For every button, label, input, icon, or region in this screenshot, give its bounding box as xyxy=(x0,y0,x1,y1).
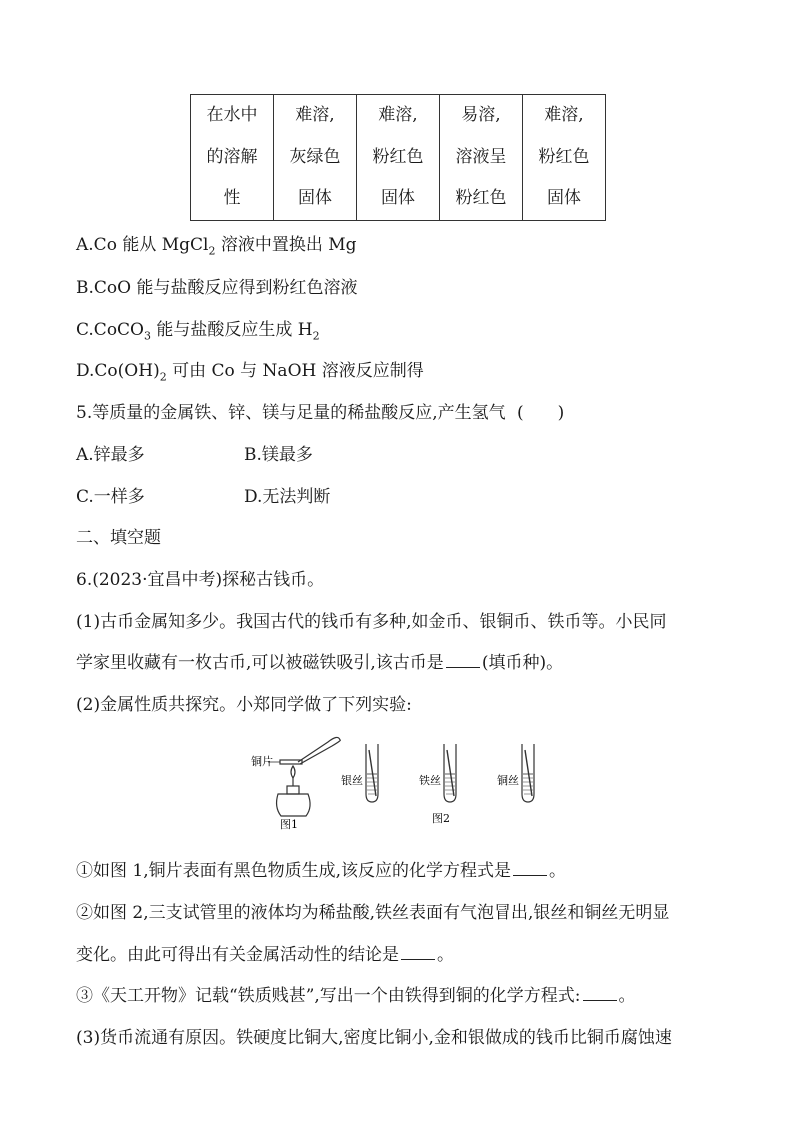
label-copper-wire: 铜丝 xyxy=(497,774,519,787)
q4-a-text-tail: 溶液中置换出 Mg xyxy=(215,235,357,255)
figure-1 xyxy=(268,737,340,816)
cell-line: 粉红色 xyxy=(538,146,590,167)
q5-c-text: C.一样多 xyxy=(76,487,145,507)
table-cell xyxy=(440,95,523,221)
q6-s3-tail: 。 xyxy=(618,986,636,1006)
q5-stem xyxy=(76,398,564,423)
q4-option-a xyxy=(76,230,357,257)
alcohol-lamp-icon xyxy=(277,794,311,816)
q6-s2-text: ②如图 2,三支试管里的液体均为稀盐酸,铁丝表面有气泡冒出,银丝和铜丝无明显 xyxy=(76,903,670,923)
q6-part1-line2 xyxy=(76,648,563,673)
cell-line: 难溶, xyxy=(295,105,335,125)
table-cell xyxy=(274,95,357,221)
subscript: 2 xyxy=(312,329,320,343)
cell-line: 在水中 xyxy=(206,105,258,125)
q6-step2-line1 xyxy=(76,898,669,923)
cell-line: 固体 xyxy=(547,188,581,208)
q6-s2-text: 变化。由此可得出有关金属活动性的结论是 xyxy=(76,945,399,965)
q4-d-text-tail: 可由 Co 与 NaOH 溶液反应制得 xyxy=(166,361,424,381)
q5-option-d xyxy=(244,482,330,507)
cell-line: 易溶, xyxy=(461,105,501,125)
q6-s1-text: ①如图 1,铜片表面有黑色物质生成,该反应的化学方程式是 xyxy=(76,861,512,881)
cell-line: 的溶解 xyxy=(206,146,258,167)
q5-stem-text: 5.等质量的金属铁、锌、镁与足量的稀盐酸反应,产生氢气 xyxy=(76,403,506,423)
label-fig2: 图2 xyxy=(432,812,450,825)
q6-step1 xyxy=(76,856,566,881)
q4-option-d xyxy=(76,356,424,383)
q6-s2-tail: 。 xyxy=(437,945,454,965)
q6-s3-text: ③《天工开物》记载“铁质贱甚”,写出一个由铁得到铜的化学方程式: xyxy=(76,986,581,1006)
q6-step3 xyxy=(76,981,636,1006)
answer-blank[interactable] xyxy=(513,861,547,876)
q6-p1-text-tail: (填币种)。 xyxy=(481,653,564,673)
lamp-neck xyxy=(287,786,299,794)
subscript: 3 xyxy=(144,329,151,343)
q6-stem-text: 6.(2023·宜昌中考)探秘古钱币。 xyxy=(76,570,325,590)
test-tube-iron xyxy=(444,744,456,802)
q5-option-b xyxy=(244,440,313,465)
q4-option-c xyxy=(76,315,320,342)
cell-line: 性 xyxy=(223,188,241,208)
cell-line: 固体 xyxy=(381,188,415,208)
tongs-icon xyxy=(298,737,340,764)
cell-line: 溶液呈 xyxy=(455,146,507,167)
label-copper-sheet: 铜片 xyxy=(251,755,273,768)
table-cell xyxy=(191,95,274,221)
label-fig1: 图1 xyxy=(280,818,298,831)
q5-a-text: A.锌最多 xyxy=(76,445,145,465)
table-cell xyxy=(357,95,440,221)
q4-option-b xyxy=(76,273,357,298)
q4-c-text-mid: 能与盐酸反应生成 H xyxy=(151,320,313,340)
silver-wire xyxy=(369,750,376,796)
answer-blank[interactable] xyxy=(401,945,435,960)
section-heading xyxy=(76,523,161,548)
q4-c-text: C.CoCO xyxy=(76,320,144,340)
q6-part2 xyxy=(76,690,412,715)
cell-line: 粉红色 xyxy=(455,188,507,208)
q5-d-text: D.无法判断 xyxy=(244,487,331,507)
q6-part3 xyxy=(76,1023,672,1048)
test-tube-copper xyxy=(522,744,534,802)
q6-stem xyxy=(76,565,324,590)
q6-p1-text: 学家里收藏有一枚古币,可以被磁铁吸引,该古币是 xyxy=(76,653,444,673)
test-tube-silver xyxy=(366,744,378,802)
cell-line: 难溶, xyxy=(544,105,584,125)
iron-wire xyxy=(447,750,454,796)
q4-d-text: D.Co(OH) xyxy=(76,361,160,381)
table-cell xyxy=(523,95,606,221)
q5-b-text: B.镁最多 xyxy=(244,445,313,465)
q5-option-c xyxy=(76,482,145,507)
q6-p2-text: (2)金属性质共探究。小郑同学做了下列实验: xyxy=(76,695,412,715)
q4-b-text: B.CoO 能与盐酸反应得到粉红色溶液 xyxy=(76,278,358,298)
flame-icon xyxy=(291,766,295,778)
section-title: 二、填空题 xyxy=(76,528,161,548)
cell-line: 固体 xyxy=(298,188,332,208)
q5-option-a xyxy=(76,440,145,465)
q6-p1-text: (1)古币金属知多少。我国古代的钱币有多种,如金币、银铜币、铁币等。小民同 xyxy=(76,612,667,632)
experiment-figure xyxy=(248,732,548,832)
answer-paren: ( ) xyxy=(517,403,565,423)
subscript: 2 xyxy=(159,370,167,384)
label-iron-wire: 铁丝 xyxy=(419,774,441,787)
answer-blank[interactable] xyxy=(583,986,617,1001)
answer-blank[interactable] xyxy=(446,653,480,668)
q6-s1-tail: 。 xyxy=(549,861,567,881)
cell-line: 难溶, xyxy=(378,105,418,125)
q6-part1-line1 xyxy=(76,607,666,632)
solubility-table xyxy=(190,94,606,221)
cell-line: 粉红色 xyxy=(372,146,424,167)
cell-line: 灰绿色 xyxy=(289,146,341,167)
q6-step2-line2 xyxy=(76,940,454,965)
table-row xyxy=(191,95,606,221)
copper-wire xyxy=(525,750,532,796)
q6-p3-text: (3)货币流通有原因。铁硬度比铜大,密度比铜小,金和银做成的钱币比铜币腐蚀速 xyxy=(76,1028,672,1048)
q4-a-text: A.Co 能从 MgCl xyxy=(76,235,209,255)
subscript: 2 xyxy=(208,244,216,258)
label-silver-wire: 银丝 xyxy=(341,774,363,787)
